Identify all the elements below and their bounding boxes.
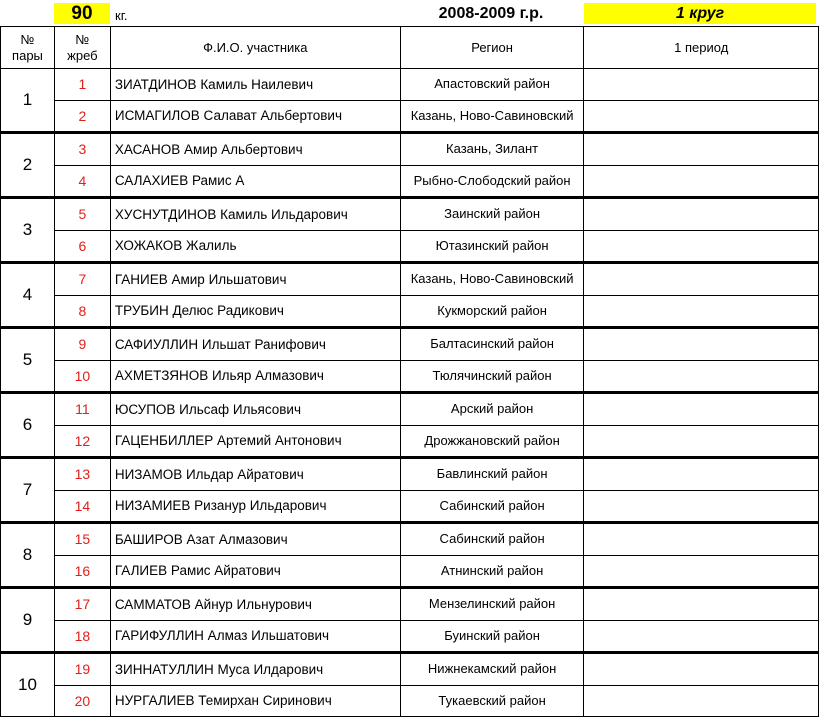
period-result-cell[interactable]: [584, 360, 819, 393]
draw-number: 4: [54, 165, 110, 198]
period-result-cell[interactable]: [584, 165, 819, 198]
participant-region: Кукморский район: [400, 295, 584, 328]
period-result-cell[interactable]: [584, 295, 819, 328]
table-row: [1, 165, 819, 198]
draw-number: 10: [54, 360, 110, 393]
period-result-cell[interactable]: [584, 425, 819, 458]
draw-number: 2: [54, 100, 110, 133]
participant-region: Тюлячинский район: [400, 360, 584, 393]
participant-region: Ютазинский район: [400, 230, 584, 263]
table-row: [1, 133, 819, 166]
participant-name: НИЗАМИЕВ Ризанур Ильдарович: [110, 490, 400, 523]
participant-name: НИЗАМОВ Ильдар Айратович: [110, 458, 400, 491]
participant-name: ХАСАНОВ Амир Альбертович: [110, 133, 400, 166]
pair-number: 5: [1, 328, 55, 393]
period-result-cell[interactable]: [584, 263, 819, 296]
participant-name: САММАТОВ Айнур Ильнурович: [110, 588, 400, 621]
participant-region: Сабинский район: [400, 490, 584, 523]
participant-region: Казань, Ново-Савиновский: [400, 100, 584, 133]
table-row: [1, 458, 819, 491]
table-row: [1, 328, 819, 361]
period-result-cell[interactable]: [584, 588, 819, 621]
col-header-period: 1 период: [584, 27, 819, 69]
participant-name: ГАЦЕНБИЛЛЕР Артемий Антонович: [110, 425, 400, 458]
draw-number: 16: [54, 555, 110, 588]
pair-number: 1: [1, 69, 55, 133]
draw-number: 7: [54, 263, 110, 296]
participant-name: ГАЛИЕВ Рамис Айратович: [110, 555, 400, 588]
period-result-cell[interactable]: [584, 100, 819, 133]
table-row: [1, 393, 819, 426]
period-result-cell[interactable]: [584, 523, 819, 556]
participant-region: Апастовский район: [400, 69, 584, 101]
table-row: [1, 198, 819, 231]
table-row: [1, 523, 819, 556]
table-header-row: [1, 27, 819, 69]
participant-region: Сабинский район: [400, 523, 584, 556]
weight-unit: кг.: [115, 8, 128, 23]
col-header-name: Ф.И.О. участника: [110, 27, 400, 69]
participant-region: Дрожжановский район: [400, 425, 584, 458]
period-result-cell[interactable]: [584, 230, 819, 263]
participant-region: Заинский район: [400, 198, 584, 231]
participant-region: Нижнекамский район: [400, 653, 584, 686]
col-header-draw: № жреб: [54, 27, 110, 69]
draw-number: 15: [54, 523, 110, 556]
participant-name: ХОЖАКОВ Жалиль: [110, 230, 400, 263]
participant-region: Арский район: [400, 393, 584, 426]
draw-number: 17: [54, 588, 110, 621]
sheet-header: [0, 0, 819, 26]
participant-region: Казань, Зилант: [400, 133, 584, 166]
participant-name: ЮСУПОВ Ильсаф Ильясович: [110, 393, 400, 426]
participant-region: Рыбно-Слободский район: [400, 165, 584, 198]
participant-region: Бавлинский район: [400, 458, 584, 491]
table-row: [1, 653, 819, 686]
round-label: 1 круг: [584, 3, 816, 24]
draw-number: 5: [54, 198, 110, 231]
draw-number: 13: [54, 458, 110, 491]
col-header-pair: № пары: [1, 27, 55, 69]
participant-name: ЗИННАТУЛЛИН Муса Илдарович: [110, 653, 400, 686]
draw-number: 9: [54, 328, 110, 361]
bracket-table: [0, 26, 819, 717]
pair-number: 3: [1, 198, 55, 263]
period-result-cell[interactable]: [584, 458, 819, 491]
period-result-cell[interactable]: [584, 653, 819, 686]
table-row: [1, 620, 819, 653]
table-row: [1, 230, 819, 263]
participant-name: ИСМАГИЛОВ Салават Альбертович: [110, 100, 400, 133]
draw-number: 14: [54, 490, 110, 523]
pair-number: 10: [1, 653, 55, 717]
draw-number: 11: [54, 393, 110, 426]
participant-name: ГАРИФУЛЛИН Алмаз Ильшатович: [110, 620, 400, 653]
table-row: [1, 360, 819, 393]
table-row: [1, 425, 819, 458]
pair-number: 4: [1, 263, 55, 328]
participant-region: Балтасинский район: [400, 328, 584, 361]
participant-name: САЛАХИЕВ Рамис А: [110, 165, 400, 198]
weight-category: 90: [54, 3, 110, 24]
table-row: [1, 588, 819, 621]
draw-number: 12: [54, 425, 110, 458]
period-result-cell[interactable]: [584, 328, 819, 361]
period-result-cell[interactable]: [584, 69, 819, 101]
table-row: [1, 295, 819, 328]
table-row: [1, 100, 819, 133]
period-result-cell[interactable]: [584, 198, 819, 231]
participant-name: ЗИАТДИНОВ Камиль Наилевич: [110, 69, 400, 101]
participant-name: ТРУБИН Делюс Радикович: [110, 295, 400, 328]
draw-number: 19: [54, 653, 110, 686]
draw-number: 20: [54, 685, 110, 717]
birth-years: 2008-2009 г.р.: [438, 5, 544, 22]
period-result-cell[interactable]: [584, 490, 819, 523]
participant-name: НУРГАЛИЕВ Темирхан Сиринович: [110, 685, 400, 717]
draw-number: 1: [54, 69, 110, 101]
participant-name: БАШИРОВ Азат Алмазович: [110, 523, 400, 556]
participant-region: Атнинский район: [400, 555, 584, 588]
table-row: [1, 69, 819, 101]
participant-name: САФИУЛЛИН Ильшат Ранифович: [110, 328, 400, 361]
participant-name: АХМЕТЗЯНОВ Ильяр Алмазович: [110, 360, 400, 393]
pair-number: 6: [1, 393, 55, 458]
participant-region: Мензелинский район: [400, 588, 584, 621]
pair-number: 8: [1, 523, 55, 588]
period-result-cell[interactable]: [584, 620, 819, 653]
pair-number: 9: [1, 588, 55, 653]
draw-number: 6: [54, 230, 110, 263]
table-row: [1, 555, 819, 588]
period-result-cell[interactable]: [584, 133, 819, 166]
pair-number: 7: [1, 458, 55, 523]
participant-name: ХУСНУТДИНОВ Камиль Ильдарович: [110, 198, 400, 231]
participant-name: ГАНИЕВ Амир Ильшатович: [110, 263, 400, 296]
period-result-cell[interactable]: [584, 555, 819, 588]
pair-number: 2: [1, 133, 55, 198]
period-result-cell[interactable]: [584, 393, 819, 426]
draw-number: 3: [54, 133, 110, 166]
table-row: [1, 263, 819, 296]
participant-region: Буинский район: [400, 620, 584, 653]
draw-number: 18: [54, 620, 110, 653]
draw-number: 8: [54, 295, 110, 328]
participant-region: Тукаевский район: [400, 685, 584, 717]
col-header-region: Регион: [400, 27, 584, 69]
participant-region: Казань, Ново-Савиновский: [400, 263, 584, 296]
table-row: [1, 490, 819, 523]
